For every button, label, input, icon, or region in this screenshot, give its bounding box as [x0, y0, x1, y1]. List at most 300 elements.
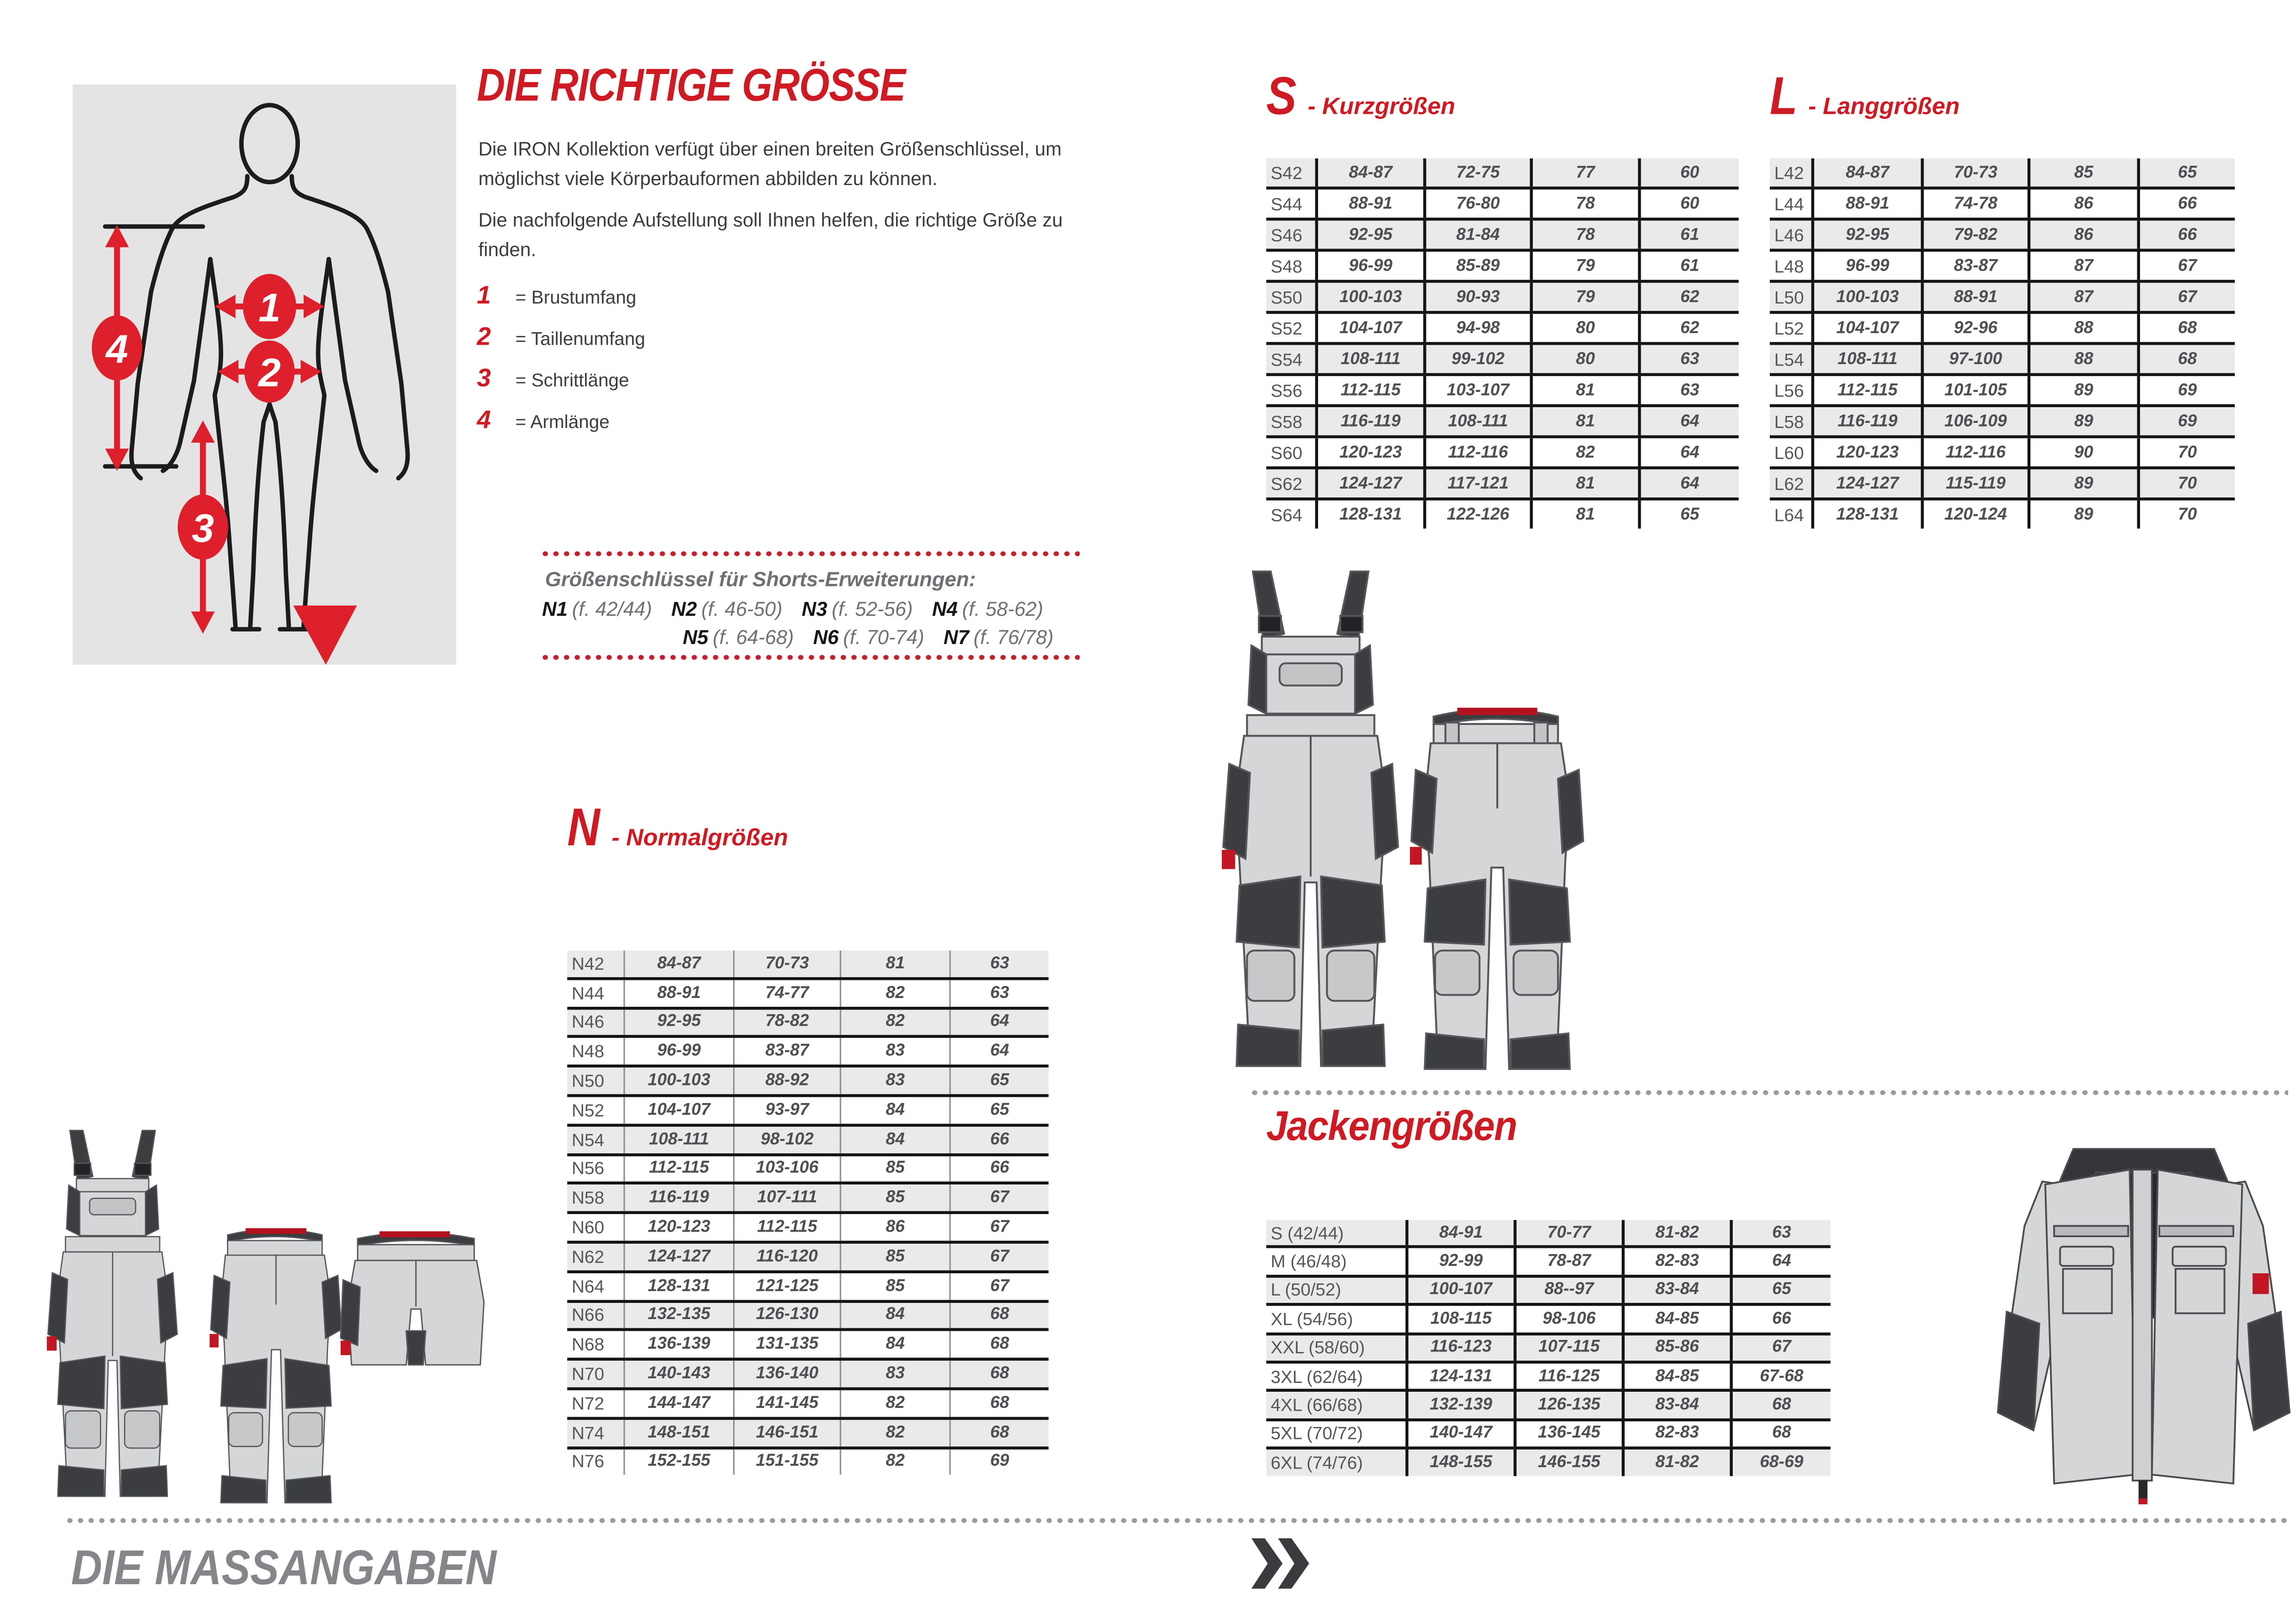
arm-value: 64 [949, 1009, 1048, 1035]
arm-value: 67-68 [1730, 1364, 1831, 1389]
size-label: L (50/52) [1270, 1280, 1341, 1301]
table-row [1266, 311, 1739, 342]
diagram-number-3: 3 [192, 506, 214, 551]
waist-value: 72-75 [1423, 158, 1530, 186]
table-row [1770, 311, 2235, 342]
size-label: N76 [572, 1451, 604, 1473]
table-row [567, 1035, 1049, 1065]
waist-value: 151-155 [733, 1449, 840, 1475]
waist-value: 90-93 [1423, 283, 1530, 311]
waist-value: 78-82 [733, 1009, 840, 1035]
legend-item [477, 281, 645, 308]
legend-number: 2 [477, 322, 491, 351]
waist-value: 70-77 [1513, 1220, 1622, 1246]
waist-value: 76-80 [1423, 190, 1530, 218]
size-label: N50 [572, 1070, 604, 1091]
table-row [567, 1065, 1049, 1094]
inseam-value: 85 [840, 1185, 949, 1211]
size-table-body [567, 950, 1049, 1475]
size-label: S60 [1270, 442, 1302, 463]
arm-value: 67 [2137, 252, 2235, 280]
chest-value: 128-131 [623, 1273, 733, 1299]
waist-trousers-drawing [1410, 708, 1583, 1069]
inseam-value: 86 [2028, 221, 2137, 249]
size-label: N58 [572, 1188, 604, 1209]
waist-value: 92-96 [1921, 314, 2027, 342]
arm-value: 68 [2137, 314, 2235, 342]
chest-value: 116-119 [1315, 407, 1424, 435]
back-length-value: 82-83 [1622, 1421, 1730, 1447]
measurement-legend [477, 281, 645, 432]
table-row [567, 1358, 1049, 1387]
chest-value: 112-115 [623, 1156, 733, 1182]
arm-value: 68 [949, 1419, 1048, 1446]
arm-value: 65 [1638, 501, 1739, 529]
red-dotted-rule-top [542, 551, 1080, 557]
chest-value: 84-91 [1406, 1220, 1514, 1246]
inseam-value: 85 [840, 1156, 949, 1182]
inseam-value: 87 [2028, 283, 2137, 311]
arm-value: 67 [949, 1215, 1048, 1241]
inseam-value: 80 [1530, 345, 1638, 373]
arm-value: 65 [949, 1097, 1048, 1123]
table-row [1770, 217, 2235, 248]
arm-value: 70 [2137, 501, 2235, 529]
arm-value: 65 [949, 1068, 1048, 1094]
legend-label: = Brustumfang [515, 287, 636, 308]
chest-value: 144-147 [623, 1390, 733, 1417]
arm-value: 62 [1638, 314, 1739, 342]
diagram-number-1: 1 [258, 285, 281, 330]
waist-value: 99-102 [1423, 345, 1530, 373]
inseam-value: 89 [2028, 407, 2137, 435]
arm-value: 66 [2137, 190, 2235, 218]
chest-value: 136-139 [623, 1332, 733, 1358]
chest-value: 92-95 [623, 1009, 733, 1035]
shorts-key-code: N2 [671, 599, 697, 621]
table-subtitle: - Normalgrößen [611, 826, 788, 851]
waist-value: 79-82 [1921, 221, 2027, 249]
waist-value: 136-140 [733, 1361, 840, 1387]
chest-value: 88-91 [1811, 190, 1921, 218]
waist-value: 97-100 [1921, 345, 2027, 373]
waist-value: 112-116 [1423, 438, 1530, 466]
inseam-value: 77 [1530, 158, 1638, 186]
legend-label: = Armlänge [515, 411, 610, 433]
table-row [567, 1094, 1049, 1123]
chest-value: 100-103 [1811, 283, 1921, 311]
chest-value: 92-95 [1811, 221, 1921, 249]
chest-value: 104-107 [1811, 314, 1921, 342]
back-length-value: 83-84 [1622, 1277, 1730, 1303]
table-row [567, 1299, 1049, 1328]
size-label: L62 [1774, 473, 1804, 494]
waist-value: 112-116 [1921, 438, 2027, 466]
inseam-value: 84 [840, 1127, 949, 1153]
arm-value: 64 [1638, 438, 1739, 466]
size-label: L42 [1774, 162, 1804, 183]
table-row [1266, 466, 1739, 497]
waist-value: 126-135 [1513, 1392, 1622, 1418]
waist-value: 141-145 [733, 1390, 840, 1417]
size-label: 6XL (74/76) [1270, 1452, 1363, 1473]
size-label: XL (54/56) [1270, 1308, 1353, 1330]
chest-value: 132-135 [623, 1302, 733, 1329]
shorts-key-title: Größenschlüssel für Shorts-Erweiterungen: [545, 567, 976, 592]
arm-value: 68 [949, 1302, 1048, 1329]
page-title: DIE RICHTIGE GRÖSSE [477, 59, 905, 111]
inseam-value: 81 [1530, 501, 1638, 529]
waist-value: 78-87 [1513, 1249, 1622, 1275]
arm-value: 67 [1730, 1335, 1831, 1361]
chest-value: 120-123 [623, 1215, 733, 1241]
size-label: S48 [1270, 255, 1302, 276]
size-label: XXL (58/60) [1270, 1337, 1365, 1358]
size-label: S62 [1270, 473, 1302, 494]
inseam-value: 86 [2028, 190, 2137, 218]
table-row [1266, 404, 1739, 435]
table-row [567, 1241, 1049, 1270]
table-row [1770, 342, 2235, 373]
inseam-value: 89 [2028, 376, 2137, 404]
table-row [567, 977, 1049, 1006]
inseam-value: 82 [840, 1449, 949, 1475]
table-subtitle: - Langgrößen [1808, 94, 1960, 120]
shorts-key-code: N3 [802, 599, 828, 621]
arm-value: 69 [2137, 376, 2235, 404]
arm-value: 67 [949, 1244, 1048, 1270]
shorts-key-range: (f. 76/78) [973, 626, 1054, 649]
shorts-illustration [341, 1231, 484, 1365]
table-row [1770, 186, 2235, 217]
arm-value: 67 [949, 1273, 1048, 1299]
shorts-key-range: (f. 42/44) [572, 599, 652, 621]
legend-number: 1 [477, 281, 491, 310]
size-label: 3XL (62/64) [1270, 1366, 1363, 1387]
table-row [1266, 249, 1739, 280]
arm-value: 68 [949, 1390, 1048, 1417]
shorts-key-item [672, 599, 783, 621]
chest-value: 96-99 [1315, 252, 1424, 280]
trousers-illustration [1202, 569, 1587, 1087]
shorts-key-line-1 [542, 599, 1080, 621]
waist-value: 107-111 [733, 1185, 840, 1211]
shorts-key-range: (f. 46-50) [701, 599, 783, 621]
arm-value: 65 [1730, 1277, 1831, 1303]
table-row [1770, 373, 2235, 404]
size-label: N42 [572, 953, 604, 974]
inseam-value: 82 [1530, 438, 1638, 466]
arm-value: 64 [1638, 407, 1739, 435]
size-label: N68 [572, 1334, 604, 1355]
arm-value: 66 [949, 1127, 1048, 1153]
arm-value: 69 [2137, 407, 2235, 435]
size-table-body [1266, 1220, 1830, 1475]
arm-value: 63 [1638, 345, 1739, 373]
shorts-key-item [802, 599, 913, 621]
arm-value: 62 [1638, 283, 1739, 311]
inseam-value: 86 [840, 1215, 949, 1241]
diagram-number-4: 4 [106, 327, 128, 372]
chest-value: 140-143 [623, 1361, 733, 1387]
inseam-value: 83 [840, 1361, 949, 1387]
size-label: N46 [572, 1012, 604, 1033]
chest-value: 132-139 [1406, 1392, 1514, 1418]
chest-value: 108-111 [1811, 345, 1921, 373]
back-length-value: 81-82 [1622, 1450, 1730, 1475]
chest-value: 112-115 [1315, 376, 1424, 404]
size-label: S56 [1270, 379, 1302, 401]
chest-value: 96-99 [623, 1038, 733, 1065]
size-label: S64 [1270, 504, 1302, 525]
size-label: L48 [1774, 255, 1804, 276]
size-label: N70 [572, 1364, 604, 1385]
waist-value: 88--97 [1513, 1277, 1622, 1303]
arm-value: 68 [2137, 345, 2235, 373]
table-row [567, 950, 1049, 977]
legend-number: 3 [477, 364, 491, 392]
waist-value: 83-87 [733, 1038, 840, 1065]
arm-value: 61 [1638, 252, 1739, 280]
size-label: N62 [572, 1246, 604, 1267]
table-subtitle: - Kurzgrößen [1307, 94, 1456, 120]
size-label: N54 [572, 1129, 604, 1150]
size-table-body [1266, 158, 1739, 528]
table-row [567, 1329, 1049, 1358]
waist-value: 126-130 [733, 1302, 840, 1329]
chest-value: 124-131 [1406, 1364, 1514, 1389]
inseam-value: 83 [840, 1038, 949, 1065]
dotted-separator-middle [1251, 1090, 2288, 1096]
waist-value: 117-121 [1423, 469, 1530, 497]
waist-value: 131-135 [733, 1332, 840, 1358]
back-length-value: 82-83 [1622, 1249, 1730, 1275]
waist-value: 70-73 [1921, 158, 2027, 186]
jacket-illustration [1992, 1143, 2296, 1513]
chest-value: 104-107 [1315, 314, 1424, 342]
legend-item [477, 323, 645, 350]
shorts-key-range: (f. 64-68) [713, 626, 794, 649]
arm-value: 66 [949, 1156, 1048, 1182]
waist-value: 88-91 [1921, 283, 2027, 311]
shorts-key-code: N7 [943, 626, 969, 649]
table-row [567, 1006, 1049, 1035]
shorts-key-line-2 [542, 627, 1080, 649]
size-label: S52 [1270, 317, 1302, 339]
chest-value: 92-95 [1315, 221, 1424, 249]
table-letter: L [1770, 65, 1798, 126]
arm-value: 65 [2137, 158, 2235, 186]
intro-paragraph-1: Die IRON Kollektion verfügt über einen breiten Größenschlüssel, um möglichst viele Körperbauformen abbilden zu können. [478, 137, 1062, 189]
chest-value: 100-107 [1406, 1277, 1514, 1303]
back-length-value: 85-86 [1622, 1335, 1730, 1361]
table-row [567, 1446, 1049, 1475]
arm-value: 67 [2137, 283, 2235, 311]
legend-item [477, 364, 645, 391]
chest-value: 120-123 [1315, 438, 1424, 466]
inseam-value: 89 [2028, 469, 2137, 497]
table-jackengroessen-title: Jackengrößen [1266, 1103, 1517, 1149]
size-label: N74 [572, 1422, 604, 1443]
chest-value: 108-115 [1406, 1306, 1514, 1332]
waist-value: 112-115 [733, 1215, 840, 1241]
chest-value: 92-99 [1406, 1249, 1514, 1275]
arm-value: 67 [949, 1185, 1048, 1211]
waist-value: 106-109 [1921, 407, 2027, 435]
waist-value: 136-145 [1513, 1421, 1622, 1447]
chest-value: 100-103 [623, 1068, 733, 1094]
back-length-value: 81-82 [1622, 1220, 1730, 1246]
shorts-key-item [944, 627, 1054, 649]
size-label: N66 [572, 1305, 604, 1326]
shorts-key-range: (f. 52-56) [832, 599, 913, 621]
waist-value: 146-151 [733, 1419, 840, 1446]
waist-value: 88-92 [733, 1068, 840, 1094]
size-label: S58 [1270, 411, 1302, 432]
chest-value: 124-127 [1811, 469, 1921, 497]
size-label: L50 [1774, 286, 1804, 307]
arm-value: 68 [949, 1332, 1048, 1358]
size-label: N60 [572, 1217, 604, 1238]
chest-value: 148-155 [1406, 1450, 1514, 1475]
arm-value: 66 [1730, 1306, 1831, 1332]
waist-value: 98-106 [1513, 1306, 1622, 1332]
chest-value: 124-127 [1315, 469, 1424, 497]
size-label: 4XL (66/68) [1270, 1395, 1363, 1416]
intro-paragraph-2: Die nachfolgende Aufstellung soll Ihnen helfen, die richtige Größe zu finden. [478, 209, 1063, 260]
inseam-value: 82 [840, 1009, 949, 1035]
shorts-key-range: (f. 70-74) [843, 626, 925, 649]
inseam-value: 81 [1530, 407, 1638, 435]
table-row [1266, 186, 1739, 217]
table-row [1266, 373, 1739, 404]
arm-value: 69 [949, 1449, 1048, 1475]
arm-value: 60 [1638, 158, 1739, 186]
shorts-size-key-box [542, 551, 1080, 661]
chest-value: 112-115 [1811, 376, 1921, 404]
size-label: L54 [1774, 348, 1804, 370]
table-row [1770, 158, 2235, 186]
table-row [1770, 497, 2235, 528]
chest-value: 108-111 [1315, 345, 1424, 373]
size-label: S (42/44) [1270, 1222, 1344, 1243]
table-row [1266, 158, 1739, 186]
shorts-key-item [683, 627, 794, 649]
arm-value: 63 [949, 950, 1048, 977]
size-label: L58 [1774, 411, 1804, 432]
dotted-separator-bottom [67, 1518, 2288, 1524]
waist-value: 103-106 [733, 1156, 840, 1182]
shorts-key-code: N4 [932, 599, 958, 621]
table-row [1770, 466, 2235, 497]
inseam-value: 90 [2028, 438, 2137, 466]
inseam-value: 84 [840, 1302, 949, 1329]
size-label: 5XL (70/72) [1270, 1423, 1363, 1444]
table-row [1266, 1447, 1830, 1475]
diagram-number-2: 2 [258, 351, 281, 396]
table-row [567, 1387, 1049, 1416]
size-label: N64 [572, 1276, 604, 1297]
chest-value: 96-99 [1811, 252, 1921, 280]
back-length-value: 84-85 [1622, 1364, 1730, 1389]
waist-value: 98-102 [733, 1127, 840, 1153]
inseam-value: 84 [840, 1332, 949, 1358]
shorts-key-item [813, 627, 924, 649]
legend-number: 4 [477, 405, 491, 434]
back-length-value: 83-84 [1622, 1392, 1730, 1418]
arm-value: 68 [1730, 1421, 1831, 1447]
arm-value: 70 [2137, 438, 2235, 466]
bib-overall-illustration [47, 1130, 177, 1496]
shorts-key-code: N6 [813, 626, 839, 649]
table-row [1266, 1418, 1830, 1447]
trousers-illustration-small [210, 1228, 342, 1502]
waist-value: 115-119 [1921, 469, 2027, 497]
shorts-key-range: (f. 58-62) [962, 599, 1044, 621]
arm-value: 68-69 [1730, 1450, 1831, 1475]
waist-value: 108-111 [1423, 407, 1530, 435]
waist-value: 70-73 [733, 950, 840, 977]
arm-value: 64 [1730, 1249, 1831, 1275]
waist-value: 83-87 [1921, 252, 2027, 280]
chest-value: 84-87 [1315, 158, 1424, 186]
shorts-key-code: N5 [683, 626, 709, 649]
arm-value: 63 [949, 980, 1048, 1006]
chest-value: 88-91 [1315, 190, 1424, 218]
size-label: N44 [572, 982, 604, 1004]
table-kurzgroessen-title [1266, 65, 1455, 127]
table-row [1266, 1389, 1830, 1418]
table-langgroessen-title [1770, 65, 1960, 127]
inseam-value: 79 [1530, 283, 1638, 311]
inseam-value: 85 [840, 1244, 949, 1270]
table-row [1266, 1332, 1830, 1361]
inseam-value: 79 [1530, 252, 1638, 280]
size-label: L60 [1774, 442, 1804, 463]
size-label: S44 [1270, 193, 1302, 214]
size-label: N48 [572, 1041, 604, 1062]
inseam-value: 81 [1530, 469, 1638, 497]
bib-overall-drawing [1222, 571, 1398, 1066]
inseam-value: 88 [2028, 314, 2137, 342]
inseam-value: 81 [840, 950, 949, 977]
size-label: S54 [1270, 348, 1302, 370]
table-row [567, 1182, 1049, 1211]
table-row [1266, 1275, 1830, 1303]
chest-value: 128-131 [1315, 501, 1424, 529]
table-row [1266, 1303, 1830, 1332]
arm-value: 68 [1730, 1392, 1831, 1418]
double-chevron-icon [1251, 1537, 1313, 1590]
waist-value: 93-97 [733, 1097, 840, 1123]
table-row [1266, 217, 1739, 248]
table-row [1770, 280, 2235, 311]
waist-value: 116-120 [733, 1244, 840, 1270]
inseam-value: 80 [1530, 314, 1638, 342]
waist-value: 122-126 [1423, 501, 1530, 529]
arm-value: 70 [2137, 469, 2235, 497]
table-row [1266, 1246, 1830, 1274]
size-label: M (46/48) [1270, 1251, 1347, 1272]
inseam-value: 78 [1530, 221, 1638, 249]
size-label: L52 [1774, 317, 1804, 339]
chest-value: 120-123 [1811, 438, 1921, 466]
size-label: N52 [572, 1100, 604, 1121]
chest-value: 108-111 [623, 1127, 733, 1153]
size-label: N72 [572, 1393, 604, 1414]
arm-value: 68 [949, 1361, 1048, 1387]
size-label: L44 [1774, 193, 1804, 214]
